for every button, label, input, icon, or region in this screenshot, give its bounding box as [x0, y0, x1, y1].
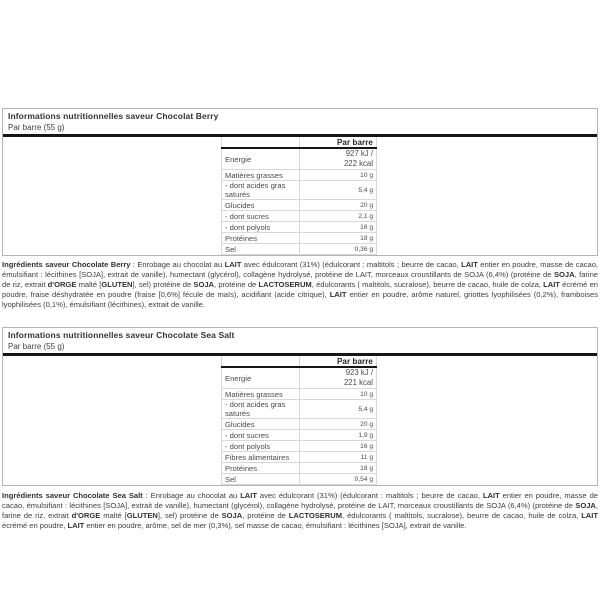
nutrient-value: 18 g [299, 463, 377, 474]
ingredient-bold-term: LACTOSERUM [258, 280, 312, 289]
ingredient-bold-term: LACTOSERUM [288, 511, 343, 520]
nutrition-row [222, 389, 377, 400]
nutrient-value: 1,9 g [299, 430, 377, 441]
ingredient-text: : Enrobage au chocolat au [130, 260, 225, 269]
nutrient-label: - dont acides gras saturés [222, 400, 300, 419]
ingredient-bold-term: LAIT [67, 521, 85, 530]
nutrient-value: 2,1 g [299, 211, 377, 222]
nutrient-value: 20 g [299, 419, 377, 430]
nutrient-label: - dont acides gras saturés [222, 181, 300, 200]
ingredient-bold-term: SOJA [575, 501, 596, 510]
nutrient-label: Sel [222, 474, 300, 485]
nutrient-value: 5,4 g [299, 181, 377, 200]
ingredient-text: écrémé en poudre, [2, 521, 68, 530]
nutrient-value: 11 g [299, 452, 377, 463]
nutrient-label: - dont sucres [222, 211, 300, 222]
nutrient-value: 10 g [299, 389, 377, 400]
nutrient-label: - dont polyols [222, 222, 300, 233]
nutrient-label: Energie [222, 148, 300, 170]
nutrient-value: 16 g [299, 441, 377, 452]
nutrition-row [222, 148, 377, 170]
nutrient-value: 20 g [299, 200, 377, 211]
ingredient-text: , farine de riz, extrait [2, 270, 598, 289]
nutrient-value: 18 g [299, 233, 377, 244]
ingredient-bold-term: LAIT [543, 280, 560, 289]
nutrition-row [222, 211, 377, 222]
ingredient-text: écrémé en poudre, fraise déshydratée en poudre (fraise [0,6%] fécule de maïs), acidifiant (acide citrique), [2, 280, 598, 299]
ingredient-bold-term: GLUTEN [101, 280, 133, 289]
nutrient-label: Glucides [222, 419, 300, 430]
nutrition-row [222, 200, 377, 211]
ingredient-bold-term: GLUTEN [126, 511, 158, 520]
nutrition-table-chocolat-berry [221, 137, 377, 255]
ingredient-bold-term: LAIT [329, 290, 347, 299]
nutrient-label: Energie [222, 367, 300, 389]
nutrition-row [222, 463, 377, 474]
ingredient-text: , protéine de [214, 280, 259, 289]
nutrition-row [222, 222, 377, 233]
nutrition-row [222, 452, 377, 463]
ingredient-bold-term: SOJA [553, 270, 575, 279]
empty-header-cell [222, 356, 300, 367]
nutrient-label: Glucides [222, 200, 300, 211]
nutrition-row [222, 244, 377, 255]
box-header [3, 328, 597, 353]
nutrient-value: 923 kJ / 221 kcal [299, 367, 377, 389]
nutrition-row [222, 233, 377, 244]
nutrition-table-body [222, 148, 377, 255]
ingredient-bold-term: LAIT [482, 491, 500, 500]
empty-header-cell [222, 137, 300, 148]
nutrient-label: Matières grasses [222, 389, 300, 400]
ingredient-text: : Enrobage au chocolat au [142, 491, 241, 500]
nutrient-label: - dont sucres [222, 430, 300, 441]
ingredient-bold-term: d'ORGE [71, 511, 101, 520]
nutrition-table-head [222, 356, 377, 367]
ingredient-bold-term: d'ORGE [47, 280, 77, 289]
nutrient-value: 0,36 g [299, 244, 377, 255]
ingredient-text: , édulcorants ( maltitols, sucralose), beurre de cacao, huile de colza, [311, 280, 544, 289]
ingredient-bold-term: LAIT [224, 260, 242, 269]
nutrition-row [222, 474, 377, 485]
ingredient-text: , farine de riz, extrait [2, 501, 598, 520]
ingredient-text: entier en poudre, arôme, sel de mer (0,3%), sel masse de cacao, émulsifiant : lécithines [SOJA], extrait de vanille. [84, 521, 467, 530]
table-header-row [222, 137, 377, 148]
ingredient-text: entier en poudre, masse de cacao, émulsifiant : lécithines [SOJA], extrait de vanille), humectant (glycérol), collagène hydrolysé, protéine de LAIT, morceaux croustillants de SOJA (6,4%) (protéine de [2, 491, 598, 510]
ingredients-paragraph-chocolate-berry [0, 260, 600, 310]
nutrition-box-chocolat-berry [2, 108, 598, 256]
nutrient-label: - dont polyols [222, 441, 300, 452]
ingredient-bold-term: LAIT [240, 491, 257, 500]
nutrition-row [222, 170, 377, 181]
nutrient-label: Sel [222, 244, 300, 255]
box-header [3, 109, 597, 134]
table-header-row [222, 356, 377, 367]
nutrition-table-chocolate-sea-salt [221, 356, 377, 485]
nutrient-value: 5,4 g [299, 400, 377, 419]
ingredient-text: entier en poudre, masse de cacao, émulsifiant : lécithines [SOJA], extrait de vanille), humectant (glycérol), collagène hydrolysé, protéine de LAIT, morceaux croustillants de SOJA (6,4%) (protéine de [2, 260, 598, 279]
section-title: Informations nutritionnelles saveur Chocolate Sea Salt [8, 330, 235, 340]
nutrient-label: Protéines [222, 463, 300, 474]
ingredient-text: , protéine de [242, 511, 289, 520]
nutrition-table-head [222, 137, 377, 148]
ingredient-bold-term: LAIT [581, 511, 598, 520]
nutrition-row [222, 181, 377, 200]
nutrient-label: Protéines [222, 233, 300, 244]
column-header-par-barre: Par barre [299, 137, 377, 148]
nutrition-table-body [222, 367, 377, 485]
ingredient-bold-term: Ingrédients saveur Chocolate Berry [2, 260, 131, 269]
section-subtitle: Par barre (55 g) [8, 342, 65, 351]
ingredient-text: malté [ [76, 280, 102, 289]
ingredient-text: avec édulcorant (31%) (édulcorant : maltitols ; beurre de cacao, [256, 491, 483, 500]
column-header-par-barre: Par barre [299, 356, 377, 367]
ingredient-text: , édulcorants ( maltitols, sucralose), beurre de cacao, huile de colza, [342, 511, 582, 520]
nutrition-row [222, 430, 377, 441]
ingredient-text: entier en poudre, arôme naturel, griottes lyophilisées (0,2%), framboises lyophilisées (0,1%), émulsifiant (lécithines), extrait de vanille. [2, 290, 598, 309]
nutrient-label: Matières grasses [222, 170, 300, 181]
nutrition-row [222, 400, 377, 419]
nutrition-row [222, 441, 377, 452]
section-subtitle: Par barre (55 g) [8, 123, 65, 132]
ingredient-text: ], sel) protéine de [157, 511, 222, 520]
section-title: Informations nutritionnelles saveur Chocolat Berry [8, 111, 219, 121]
ingredient-text: ], sel) protéine de [132, 280, 194, 289]
nutrient-value: 10 g [299, 170, 377, 181]
nutrient-value: 0,54 g [299, 474, 377, 485]
nutrition-row [222, 419, 377, 430]
nutrition-box-chocolate-sea-salt [2, 327, 598, 486]
ingredient-text: avec édulcorant (31%) (édulcorant : maltitols ; beurre de cacao, [241, 260, 462, 269]
ingredients-paragraph-chocolate-sea-salt [0, 491, 600, 531]
nutrient-value: 927 kJ / 222 kcal [299, 148, 377, 170]
ingredient-bold-term: Ingrédients saveur Chocolate Sea Salt [2, 491, 143, 500]
ingredient-text: malté [ [100, 511, 127, 520]
ingredient-bold-term: SOJA [221, 511, 243, 520]
nutrition-row [222, 367, 377, 389]
nutrient-label: Fibres alimentaires [222, 452, 300, 463]
ingredient-bold-term: SOJA [193, 280, 215, 289]
ingredient-bold-term: LAIT [461, 260, 478, 269]
nutrient-value: 16 g [299, 222, 377, 233]
